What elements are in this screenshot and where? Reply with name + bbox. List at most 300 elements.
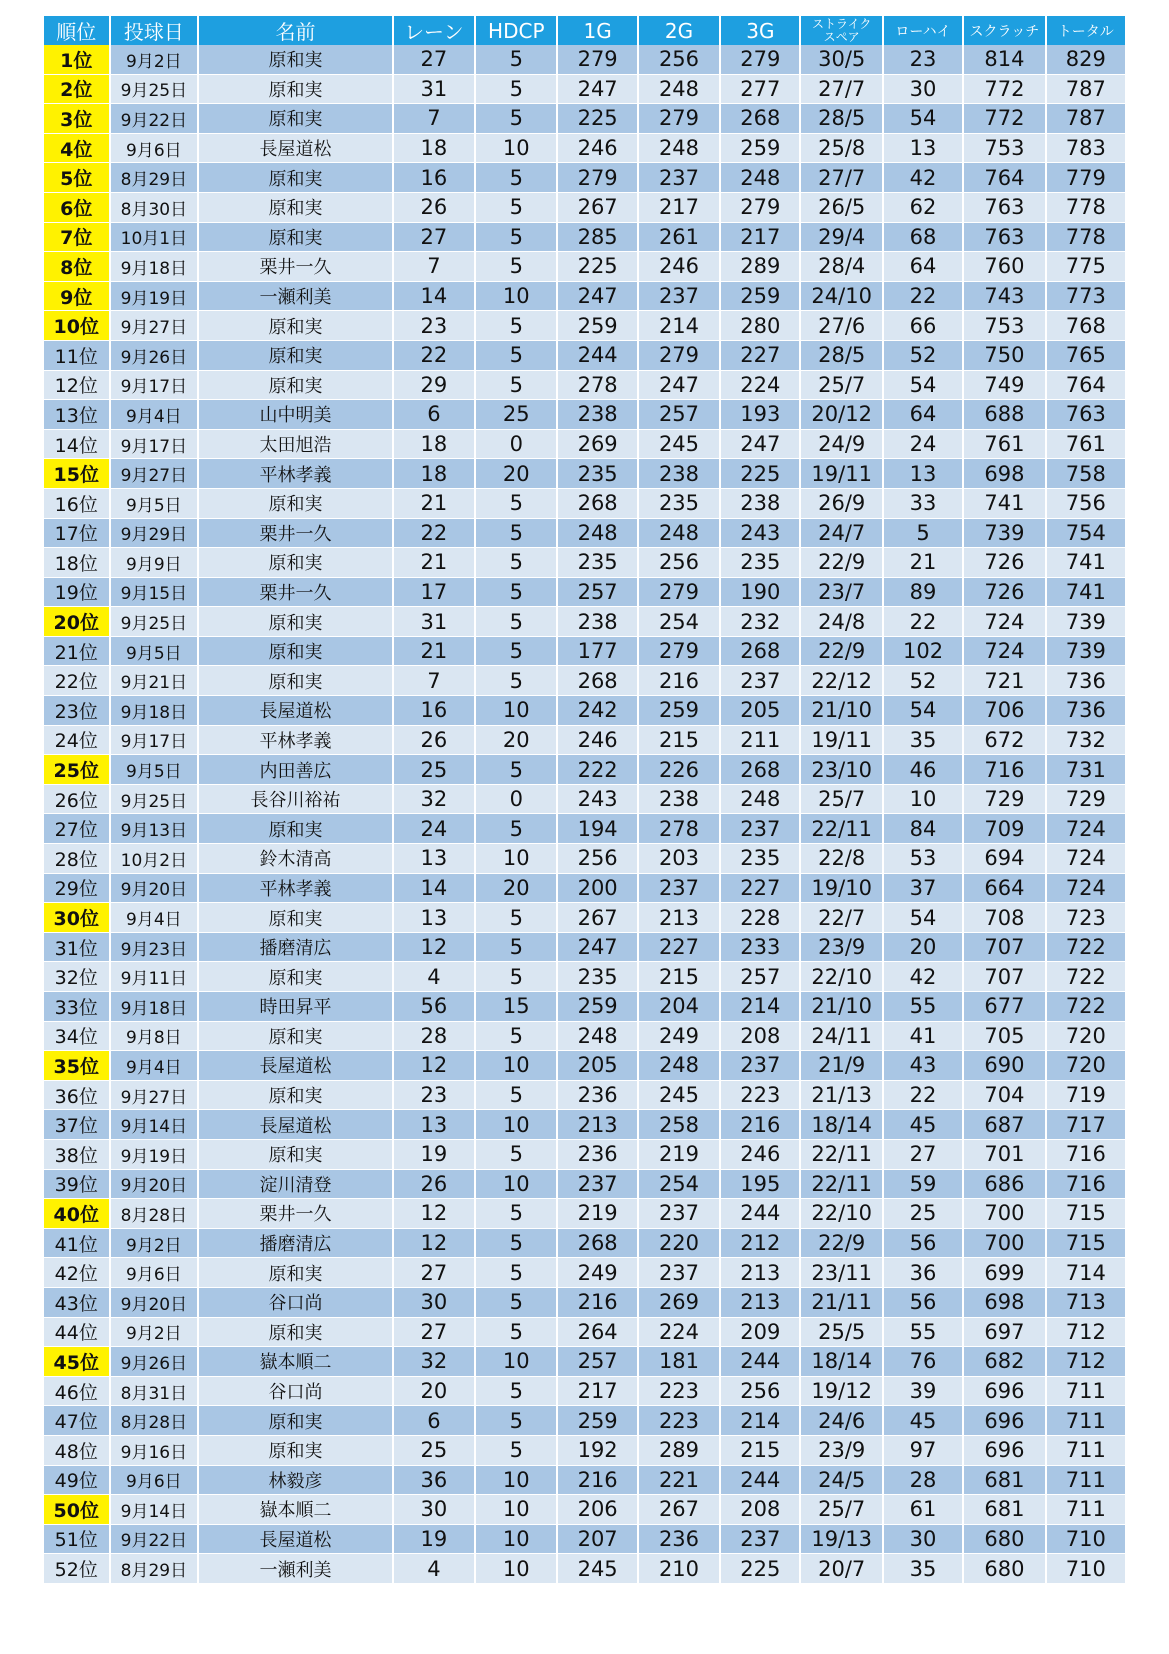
lane-cell: 32 [393, 784, 475, 814]
table-row [44, 74, 1126, 104]
header-row [44, 16, 1126, 45]
date-cell: 8月29日 [110, 1554, 199, 1584]
lane-cell: 21 [393, 488, 475, 518]
date-cell: 9月16日 [110, 1435, 199, 1465]
table-row [44, 725, 1126, 755]
strike-spare-cell: 25/7 [800, 370, 882, 400]
date-cell: 9月20日 [110, 873, 199, 903]
rank-cell: 17位 [44, 518, 110, 548]
strike-spare-cell: 28/4 [800, 252, 882, 282]
scratch-cell: 763 [963, 222, 1045, 252]
name-cell: 嶽本順二 [198, 1495, 392, 1525]
scratch-cell: 682 [963, 1347, 1045, 1377]
strike-spare-cell: 21/13 [800, 1080, 882, 1110]
lane-cell: 12 [393, 1051, 475, 1081]
game1-cell: 247 [557, 932, 637, 962]
total-cell: 739 [1046, 607, 1126, 637]
low-high-cell: 76 [883, 1347, 963, 1377]
game3-cell: 244 [720, 1347, 800, 1377]
total-cell: 729 [1046, 784, 1126, 814]
date-cell: 9月19日 [110, 1139, 199, 1169]
strike-spare-cell: 23/9 [800, 1435, 882, 1465]
hdcp-cell: 5 [475, 45, 557, 74]
game3-cell: 238 [720, 488, 800, 518]
game1-cell: 279 [557, 45, 637, 74]
game3-cell: 209 [720, 1317, 800, 1347]
table-row [44, 45, 1126, 74]
name-cell: 平林孝義 [198, 459, 392, 489]
scratch-cell: 726 [963, 577, 1045, 607]
game3-cell: 289 [720, 252, 800, 282]
hdcp-cell: 5 [475, 252, 557, 282]
hdcp-cell: 5 [475, 1228, 557, 1258]
date-cell: 9月6日 [110, 1465, 199, 1495]
table-row [44, 548, 1126, 578]
hdcp-cell: 5 [475, 755, 557, 785]
strike-spare-cell: 26/9 [800, 488, 882, 518]
strike-spare-cell: 23/7 [800, 577, 882, 607]
total-cell: 736 [1046, 696, 1126, 726]
hdcp-cell: 5 [475, 163, 557, 193]
game2-cell: 226 [638, 755, 720, 785]
rank-cell: 46位 [44, 1376, 110, 1406]
strike-spare-cell: 22/9 [800, 1228, 882, 1258]
table-row [44, 755, 1126, 785]
game2-cell: 214 [638, 311, 720, 341]
low-high-cell: 52 [883, 666, 963, 696]
game3-cell: 224 [720, 370, 800, 400]
header-game3: 3G [720, 16, 800, 45]
game1-cell: 256 [557, 844, 637, 874]
date-cell: 8月28日 [110, 1199, 199, 1229]
game3-cell: 232 [720, 607, 800, 637]
table-row [44, 370, 1126, 400]
date-cell: 9月21日 [110, 666, 199, 696]
game1-cell: 285 [557, 222, 637, 252]
low-high-cell: 64 [883, 400, 963, 430]
lane-cell: 18 [393, 133, 475, 163]
low-high-cell: 42 [883, 962, 963, 992]
strike-spare-cell: 22/9 [800, 636, 882, 666]
low-high-cell: 102 [883, 636, 963, 666]
rank-cell: 3位 [44, 104, 110, 134]
hdcp-cell: 5 [475, 1080, 557, 1110]
low-high-cell: 39 [883, 1376, 963, 1406]
scratch-cell: 701 [963, 1139, 1045, 1169]
game1-cell: 177 [557, 636, 637, 666]
game1-cell: 268 [557, 666, 637, 696]
hdcp-cell: 5 [475, 340, 557, 370]
name-cell: 太田旭浩 [198, 429, 392, 459]
low-high-cell: 36 [883, 1258, 963, 1288]
date-cell: 9月20日 [110, 1287, 199, 1317]
lane-cell: 16 [393, 163, 475, 193]
scratch-cell: 700 [963, 1228, 1045, 1258]
game2-cell: 210 [638, 1554, 720, 1584]
total-cell: 715 [1046, 1199, 1126, 1229]
scratch-cell: 681 [963, 1465, 1045, 1495]
date-cell: 9月23日 [110, 932, 199, 962]
header-strike-spare: ストライク スペア [800, 16, 882, 45]
lane-cell: 17 [393, 577, 475, 607]
rank-cell: 11位 [44, 340, 110, 370]
low-high-cell: 52 [883, 340, 963, 370]
date-cell: 9月27日 [110, 311, 199, 341]
date-cell: 9月13日 [110, 814, 199, 844]
name-cell: 原和実 [198, 1139, 392, 1169]
rank-cell: 47位 [44, 1406, 110, 1436]
game1-cell: 235 [557, 548, 637, 578]
strike-spare-cell: 23/10 [800, 755, 882, 785]
name-cell: 長屋道松 [198, 1524, 392, 1554]
name-cell: 播磨清広 [198, 1228, 392, 1258]
table-row [44, 1524, 1126, 1554]
name-cell: 谷口尚 [198, 1287, 392, 1317]
name-cell: 原和実 [198, 1080, 392, 1110]
game1-cell: 267 [557, 192, 637, 222]
game1-cell: 248 [557, 1021, 637, 1051]
game1-cell: 225 [557, 104, 637, 134]
low-high-cell: 84 [883, 814, 963, 844]
strike-spare-cell: 22/9 [800, 548, 882, 578]
low-high-cell: 13 [883, 133, 963, 163]
table-row [44, 252, 1126, 282]
date-cell: 9月6日 [110, 133, 199, 163]
lane-cell: 27 [393, 45, 475, 74]
scratch-cell: 681 [963, 1495, 1045, 1525]
lane-cell: 25 [393, 1435, 475, 1465]
game3-cell: 208 [720, 1495, 800, 1525]
game2-cell: 238 [638, 784, 720, 814]
hdcp-cell: 5 [475, 1287, 557, 1317]
game1-cell: 249 [557, 1258, 637, 1288]
lane-cell: 4 [393, 1554, 475, 1584]
hdcp-cell: 10 [475, 844, 557, 874]
game3-cell: 259 [720, 133, 800, 163]
game3-cell: 277 [720, 74, 800, 104]
game2-cell: 245 [638, 429, 720, 459]
table-row [44, 222, 1126, 252]
rank-cell: 36位 [44, 1080, 110, 1110]
scratch-cell: 697 [963, 1317, 1045, 1347]
table-row [44, 607, 1126, 637]
table-row [44, 1287, 1126, 1317]
total-cell: 712 [1046, 1347, 1126, 1377]
game3-cell: 246 [720, 1139, 800, 1169]
hdcp-cell: 5 [475, 1435, 557, 1465]
strike-spare-cell: 25/7 [800, 784, 882, 814]
table-row [44, 814, 1126, 844]
name-cell: 原和実 [198, 636, 392, 666]
rank-cell: 16位 [44, 488, 110, 518]
strike-spare-cell: 24/6 [800, 1406, 882, 1436]
total-cell: 741 [1046, 548, 1126, 578]
game2-cell: 237 [638, 1258, 720, 1288]
date-cell: 9月26日 [110, 340, 199, 370]
date-cell: 9月2日 [110, 1317, 199, 1347]
rank-cell: 37位 [44, 1110, 110, 1140]
game2-cell: 254 [638, 1169, 720, 1199]
total-cell: 712 [1046, 1317, 1126, 1347]
low-high-cell: 33 [883, 488, 963, 518]
date-cell: 8月28日 [110, 1406, 199, 1436]
hdcp-cell: 5 [475, 311, 557, 341]
game2-cell: 217 [638, 192, 720, 222]
lane-cell: 24 [393, 814, 475, 844]
rank-cell: 43位 [44, 1287, 110, 1317]
game2-cell: 238 [638, 459, 720, 489]
date-cell: 9月8日 [110, 1021, 199, 1051]
lane-cell: 7 [393, 666, 475, 696]
table-row [44, 1554, 1126, 1584]
game1-cell: 238 [557, 607, 637, 637]
game1-cell: 207 [557, 1524, 637, 1554]
name-cell: 原和実 [198, 814, 392, 844]
ranking-table [44, 16, 1127, 1584]
name-cell: 原和実 [198, 666, 392, 696]
scratch-cell: 706 [963, 696, 1045, 726]
total-cell: 739 [1046, 636, 1126, 666]
strike-spare-cell: 21/9 [800, 1051, 882, 1081]
name-cell: 原和実 [198, 548, 392, 578]
name-cell: 原和実 [198, 1258, 392, 1288]
header-total: トータル [1046, 16, 1126, 45]
low-high-cell: 46 [883, 755, 963, 785]
scratch-cell: 680 [963, 1554, 1045, 1584]
game3-cell: 225 [720, 459, 800, 489]
strike-spare-cell: 21/11 [800, 1287, 882, 1317]
game3-cell: 214 [720, 1406, 800, 1436]
total-cell: 773 [1046, 281, 1126, 311]
game3-cell: 215 [720, 1435, 800, 1465]
name-cell: 谷口尚 [198, 1376, 392, 1406]
hdcp-cell: 5 [475, 1406, 557, 1436]
table-row [44, 696, 1126, 726]
date-cell: 8月29日 [110, 163, 199, 193]
scratch-cell: 686 [963, 1169, 1045, 1199]
game3-cell: 256 [720, 1376, 800, 1406]
lane-cell: 27 [393, 1317, 475, 1347]
table-row [44, 488, 1126, 518]
game1-cell: 236 [557, 1139, 637, 1169]
game1-cell: 247 [557, 281, 637, 311]
hdcp-cell: 5 [475, 222, 557, 252]
rank-cell: 30位 [44, 903, 110, 933]
game2-cell: 279 [638, 636, 720, 666]
lane-cell: 32 [393, 1347, 475, 1377]
game1-cell: 247 [557, 74, 637, 104]
strike-spare-cell: 21/10 [800, 992, 882, 1022]
game3-cell: 279 [720, 45, 800, 74]
date-cell: 9月6日 [110, 1258, 199, 1288]
total-cell: 716 [1046, 1169, 1126, 1199]
date-cell: 9月18日 [110, 992, 199, 1022]
hdcp-cell: 20 [475, 725, 557, 755]
hdcp-cell: 5 [475, 1376, 557, 1406]
rank-cell: 38位 [44, 1139, 110, 1169]
scratch-cell: 699 [963, 1258, 1045, 1288]
date-cell: 9月17日 [110, 429, 199, 459]
game3-cell: 205 [720, 696, 800, 726]
scratch-cell: 698 [963, 1287, 1045, 1317]
hdcp-cell: 20 [475, 873, 557, 903]
hdcp-cell: 5 [475, 903, 557, 933]
game2-cell: 248 [638, 1051, 720, 1081]
hdcp-cell: 10 [475, 696, 557, 726]
lane-cell: 23 [393, 1080, 475, 1110]
total-cell: 732 [1046, 725, 1126, 755]
scratch-cell: 680 [963, 1524, 1045, 1554]
game3-cell: 235 [720, 548, 800, 578]
low-high-cell: 45 [883, 1110, 963, 1140]
scratch-cell: 705 [963, 1021, 1045, 1051]
low-high-cell: 23 [883, 45, 963, 74]
rank-cell: 4位 [44, 133, 110, 163]
name-cell: 長屋道松 [198, 1051, 392, 1081]
game3-cell: 243 [720, 518, 800, 548]
game3-cell: 195 [720, 1169, 800, 1199]
game1-cell: 269 [557, 429, 637, 459]
total-cell: 710 [1046, 1524, 1126, 1554]
rank-cell: 35位 [44, 1051, 110, 1081]
game2-cell: 220 [638, 1228, 720, 1258]
game2-cell: 216 [638, 666, 720, 696]
date-cell: 9月22日 [110, 1524, 199, 1554]
game2-cell: 215 [638, 962, 720, 992]
header-scratch: スクラッチ [963, 16, 1045, 45]
name-cell: 長谷川裕祐 [198, 784, 392, 814]
date-cell: 9月25日 [110, 607, 199, 637]
low-high-cell: 56 [883, 1287, 963, 1317]
rank-cell: 28位 [44, 844, 110, 874]
strike-spare-cell: 25/8 [800, 133, 882, 163]
game3-cell: 216 [720, 1110, 800, 1140]
scratch-cell: 772 [963, 104, 1045, 134]
total-cell: 711 [1046, 1465, 1126, 1495]
total-cell: 724 [1046, 814, 1126, 844]
hdcp-cell: 10 [475, 1169, 557, 1199]
hdcp-cell: 5 [475, 1258, 557, 1288]
scratch-cell: 753 [963, 133, 1045, 163]
game3-cell: 211 [720, 725, 800, 755]
lane-cell: 18 [393, 429, 475, 459]
total-cell: 779 [1046, 163, 1126, 193]
low-high-cell: 24 [883, 429, 963, 459]
game2-cell: 237 [638, 873, 720, 903]
hdcp-cell: 0 [475, 784, 557, 814]
game2-cell: 246 [638, 252, 720, 282]
table-row [44, 340, 1126, 370]
total-cell: 741 [1046, 577, 1126, 607]
game1-cell: 279 [557, 163, 637, 193]
rank-cell: 49位 [44, 1465, 110, 1495]
hdcp-cell: 5 [475, 74, 557, 104]
rank-cell: 39位 [44, 1169, 110, 1199]
hdcp-cell: 10 [475, 281, 557, 311]
game2-cell: 203 [638, 844, 720, 874]
hdcp-cell: 5 [475, 192, 557, 222]
total-cell: 717 [1046, 1110, 1126, 1140]
scratch-cell: 814 [963, 45, 1045, 74]
lane-cell: 29 [393, 370, 475, 400]
low-high-cell: 55 [883, 992, 963, 1022]
game2-cell: 279 [638, 340, 720, 370]
strike-spare-cell: 19/10 [800, 873, 882, 903]
lane-cell: 20 [393, 1376, 475, 1406]
lane-cell: 22 [393, 340, 475, 370]
game2-cell: 219 [638, 1139, 720, 1169]
table-row [44, 1495, 1126, 1525]
game3-cell: 248 [720, 784, 800, 814]
table-row [44, 1317, 1126, 1347]
name-cell: 原和実 [198, 340, 392, 370]
low-high-cell: 59 [883, 1169, 963, 1199]
lane-cell: 21 [393, 636, 475, 666]
game2-cell: 279 [638, 577, 720, 607]
hdcp-cell: 5 [475, 488, 557, 518]
game2-cell: 223 [638, 1406, 720, 1436]
game1-cell: 216 [557, 1465, 637, 1495]
lane-cell: 12 [393, 1199, 475, 1229]
header-low-high: ローハイ [883, 16, 963, 45]
low-high-cell: 68 [883, 222, 963, 252]
total-cell: 787 [1046, 74, 1126, 104]
game2-cell: 224 [638, 1317, 720, 1347]
low-high-cell: 37 [883, 873, 963, 903]
game1-cell: 246 [557, 133, 637, 163]
name-cell: 長屋道松 [198, 1110, 392, 1140]
strike-spare-cell: 24/10 [800, 281, 882, 311]
total-cell: 778 [1046, 222, 1126, 252]
total-cell: 764 [1046, 370, 1126, 400]
total-cell: 724 [1046, 844, 1126, 874]
strike-spare-cell: 18/14 [800, 1347, 882, 1377]
lane-cell: 27 [393, 222, 475, 252]
date-cell: 9月2日 [110, 1228, 199, 1258]
total-cell: 710 [1046, 1554, 1126, 1584]
low-high-cell: 53 [883, 844, 963, 874]
game3-cell: 235 [720, 844, 800, 874]
low-high-cell: 66 [883, 311, 963, 341]
game1-cell: 206 [557, 1495, 637, 1525]
lane-cell: 14 [393, 873, 475, 903]
lane-cell: 13 [393, 844, 475, 874]
game1-cell: 235 [557, 459, 637, 489]
lane-cell: 56 [393, 992, 475, 1022]
strike-spare-cell: 22/11 [800, 1139, 882, 1169]
low-high-cell: 54 [883, 104, 963, 134]
name-cell: 長屋道松 [198, 133, 392, 163]
rank-cell: 51位 [44, 1524, 110, 1554]
date-cell: 9月4日 [110, 903, 199, 933]
lane-cell: 26 [393, 1169, 475, 1199]
name-cell: 原和実 [198, 192, 392, 222]
date-cell: 9月2日 [110, 45, 199, 74]
low-high-cell: 5 [883, 518, 963, 548]
total-cell: 711 [1046, 1376, 1126, 1406]
date-cell: 9月11日 [110, 962, 199, 992]
table-row [44, 577, 1126, 607]
strike-spare-cell: 25/5 [800, 1317, 882, 1347]
game1-cell: 278 [557, 370, 637, 400]
game1-cell: 205 [557, 1051, 637, 1081]
rank-cell: 44位 [44, 1317, 110, 1347]
low-high-cell: 54 [883, 903, 963, 933]
rank-cell: 33位 [44, 992, 110, 1022]
low-high-cell: 54 [883, 696, 963, 726]
low-high-cell: 42 [883, 163, 963, 193]
table-row [44, 400, 1126, 430]
